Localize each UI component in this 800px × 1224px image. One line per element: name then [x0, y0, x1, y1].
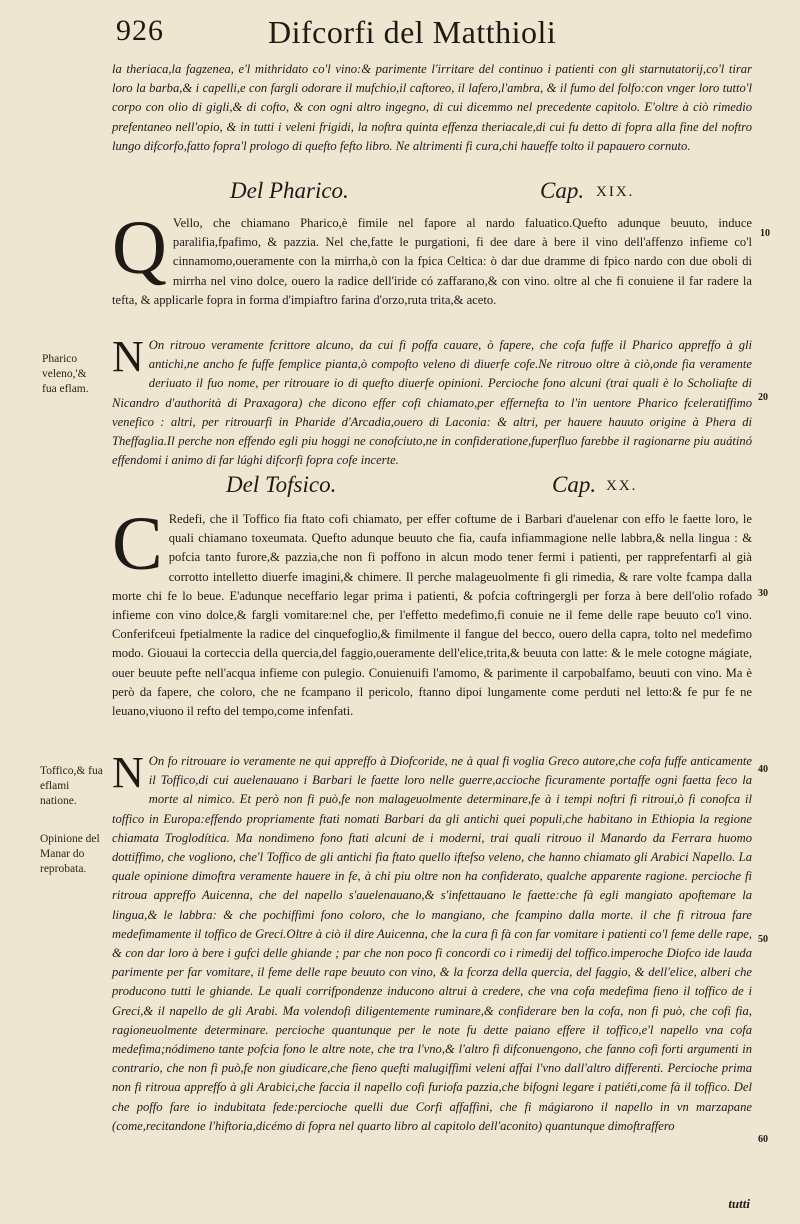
chapter-20-cap-label: Cap.	[552, 472, 597, 497]
chapter-20-commentary-body: On fo ritrouare io veramente ne qui appreffo à Diofcoride, ne à qual fi voglia Greco autore,che cofa fuffe anticamente il Toffico,di cui auelenauano i Barbari le faette loro nelle guerre,accioche ficuramente portaffe ogni faetta feco la morte al nimico. Et però non fi può,fe non malageuolmente determinare,fe à i tempi noftri fi ritroui,ò fi conofca il toffico in Europa:effendo propriamente ftati nomati Barbari da gli antichi quei populi,che habitano in Ethiopia la regione chiamata Troglodítica. Ma nondimeno fono ftati alcuni de i moderni, trai quali ritrouo il Manardo da Ferrara huomo dottiffimo, che vogliono, che'l Toffico de gli antichi fia ftato quello iftefso veleno, che hanno chiamato gli Arabici Napello. La quale opinione dimoftra veramente hauere in fe, à chi piu oltre non ha confiderato, qualche apparente ragione. percioche fi ritroua appreffo Auicenna, che del napello s'auelenauano,& s'infettauano le faette:che fà egli mangiato apoftemare la lingua,& le labbra: & che pochiffimi fono coloro, che lo mangiano, che fcampino dalla morte. il che fi ritroua fare medefimamente il toffico de Greci.Oltre à ciò il dire Auicenna, che la cura fi fà con far vomitare i patienti co'l feme delle rape, & con dar loro à bere i gufci delle ghiande ; par che non poco fi concordi co i rimedij del toffico.imperoche Diofco ide lauda parimente per far vomitare, il feme delle rape beuuto con vino, & la fcorza della quercia, del faggio, & dell'elice, alberi che producono tutti le ghiande. Le quali corrifpondenze inducono altrui à credere, che vna cofa medefima fieno il toffico de i Greci,& il napello de gli Arabi. Ma volendofi diligentemente ruminare,& confiderare ben la cofa, non fi può, che cofi fia, ragioneuolmente determinare. percioche quantunque per le note fu dette paiano effere il toffico,e'l napello vna cofa medefima;nódimeno tante pofcia fono le altre note, che tra l'vno,& l'altro fi difconuengono, che fanno cofi forti argumenti in contrario, che non fi può,fe non giudicare,che fieno quefti malugiffimi veleni affai l'vno dall'altro differenti. Percioche prima non fi ritroua appreffo à gli Arabici,che faccia il napello cofi furiofa pazzia,che bifogni legare i patiéti,come fà il toffico. Del che poffo fare io indubitata fede:percioche quelli due Corfi affaffini, che fi mágiarono il napello in vn marzapane (come,recitandone l'hiftoria,dicémo di fopra nel quarto libro al capitolo dell'aconito) quantunque dimoftraffero	[112, 754, 752, 1133]
line-number: 20	[758, 392, 768, 403]
chapter-19-cap-label: Cap.	[540, 178, 585, 203]
running-title: Difcorfi del Matthioli	[268, 14, 557, 50]
drop-cap: N	[112, 332, 144, 381]
line-number: 40	[758, 764, 768, 775]
drop-cap: Q	[112, 206, 167, 290]
margin-note: Opinione del Manar do reprobata.	[40, 833, 100, 875]
drop-cap: C	[112, 502, 163, 586]
intro-paragraph: la theriaca,la fagzenea, e'l mithridato co'l vino:& parimente l'irritare del continuo i patienti con gli starnutatorij,co'l tirar loro la barba,& i capelli,e con fargli odorare il mufchio,il caftoreo, il lafero,l'ambra, & il fumo del folfo:con vnger loro tutto'l corpo con olio di gigli,& di cofto, & con ogni altro ingegno, di cui dicemmo nel precedente capitolo. E'oltre à ciò rimedio prefentaneo nell'opio, & in tutti i veleni frigidi, la noftra quinta effenza theriacale,di cui fu detto di fopra alla fine del noftro lungo difcorfo,fatto fopra'l prologo di quefto fefto libro. Ne altrimenti fi cura,chi haueffe tolto il papauero cornuto.	[112, 62, 752, 153]
chapter-19-body: Vello, che chiamano Pharico,è fimile nel fapore al nardo faluatico.Quefto adunque beuuto, induce paralifia,fpafimo, & pazzia. Nel che,fatte le purgationi, fi dee dare à bere il vino dell'affenzo infieme co'l cinnamomo,oueramente con la mirrha,ò con la fpica Celtica: ò dar due dramme di fpico nardo con due oboli di mirrha nel vino dolce, ouero la radice dell'iride có zaffarano,& con vino. oltre al che fi conuiene il far radere la tefta, & applicarle fopra in forma d'impiaftro farina d'orzo,ruta trita,& aceto.	[112, 216, 752, 307]
chapter-19-commentary	[112, 332, 752, 468]
chapter-19-title: Del Pharico.	[230, 178, 349, 203]
catchword: tutti	[728, 1196, 750, 1211]
line-number: 60	[758, 1134, 768, 1145]
chapter-19-number: XIX.	[596, 184, 635, 200]
margin-note: Toffico,& fua eflami natione.	[40, 765, 103, 807]
line-number: 50	[758, 934, 768, 945]
line-number: 30	[758, 588, 768, 599]
chapter-20-commentary	[112, 748, 752, 1194]
chapter-19-commentary-body: On ritrouo veramente fcrittore alcuno, da cui fi poffa cauare, ò fapere, che cofa fuffe il Pharico appreffo à gli antichi,ne ancho fe fuffe femplice pianta,ò compofto veleno di diuerfe cofe.Ne ritrouo oltre à ciò,onde fia veramente deriuato il fuo nome, per ritrouare io di quefto diuerfe opinioni. Percioche fono alcuni (trai quali è lo Scholiafte di Nicandro d'authorità di Praxagora) che dicono effer cofi chiamato,per effernefta to l'in uentore Pharico fceleratiffimo venefico : altri, per ritrouarfi in Pharide d'Arcadia,ouero di Laconia: & altri, per hauere hauuto origine à Phera di Theffaglia.Il perche non effendo egli piu hoggi ne conofciuto,ne in confideratione,fuperfluo farebbe il ragionarne piu auátinó effendomi i animo di far lúghi difcorfi fopra cofe incerte.	[112, 338, 752, 468]
margin-note: Pharico veleno,'& fua eflam.	[42, 353, 89, 395]
chapter-20-title: Del Tofsico.	[226, 472, 337, 497]
drop-cap: N	[112, 748, 144, 797]
chapter-20-text	[112, 502, 752, 740]
page-number: 926	[116, 14, 164, 47]
line-number: 10	[760, 228, 770, 239]
chapter-20-body: Redefi, che il Toffico fia ftato cofi chiamato, per effer coftume de i Barbari d'auelenar con effo le faette loro, le quali chiamano toxeumata. Quefto adunque beuuto che fia, caufa infiammagione nelle labbra,& nella lingua : & pofcia tanto furore,& pazzia,che non fi poffono in alcun modo tener fermi i patienti, per rapprefentarfi al già corrotto intelletto diuerfe imagini,& chimere. Il perche malageuolmente fi gli rimedia, & rare volte fcampa dalla morte chi fe lo beue. E'adunque neceffario legar prima i patienti, & pofcia coftringergli per forza à bere dell'olio rofado infieme con vino dolce,& fargli vomitare:nel che, per l'effetto medefimo,fi conuie ne il feme delle rape beuuto co'l vino. Conferifceui fpetialmente la radice del cinquefoglio,& fimilmente il fangue del becco, ouero della capra, tolto nel medefimo modo. Giouaui la corteccia della quercia,del faggio,oueramente dell'elice,trita,& beuuta con latte: & le mele cotogne mágiate, ouer beuute pefte nell'acqua infieme con pulegio. Conuienuifi l'amomo, & parimente il carpobalfamo, beuuti con vino. Ma è però da fapere, che coloro, che ne fcampano il pericolo, ftanno dipoi lungamente come perduti nel letto:& fe pur fe ne leuano,viuono il refto del tempo,come infenfati.	[112, 512, 752, 719]
chapter-19-text	[112, 206, 752, 332]
chapter-20-number: XX.	[606, 478, 638, 494]
